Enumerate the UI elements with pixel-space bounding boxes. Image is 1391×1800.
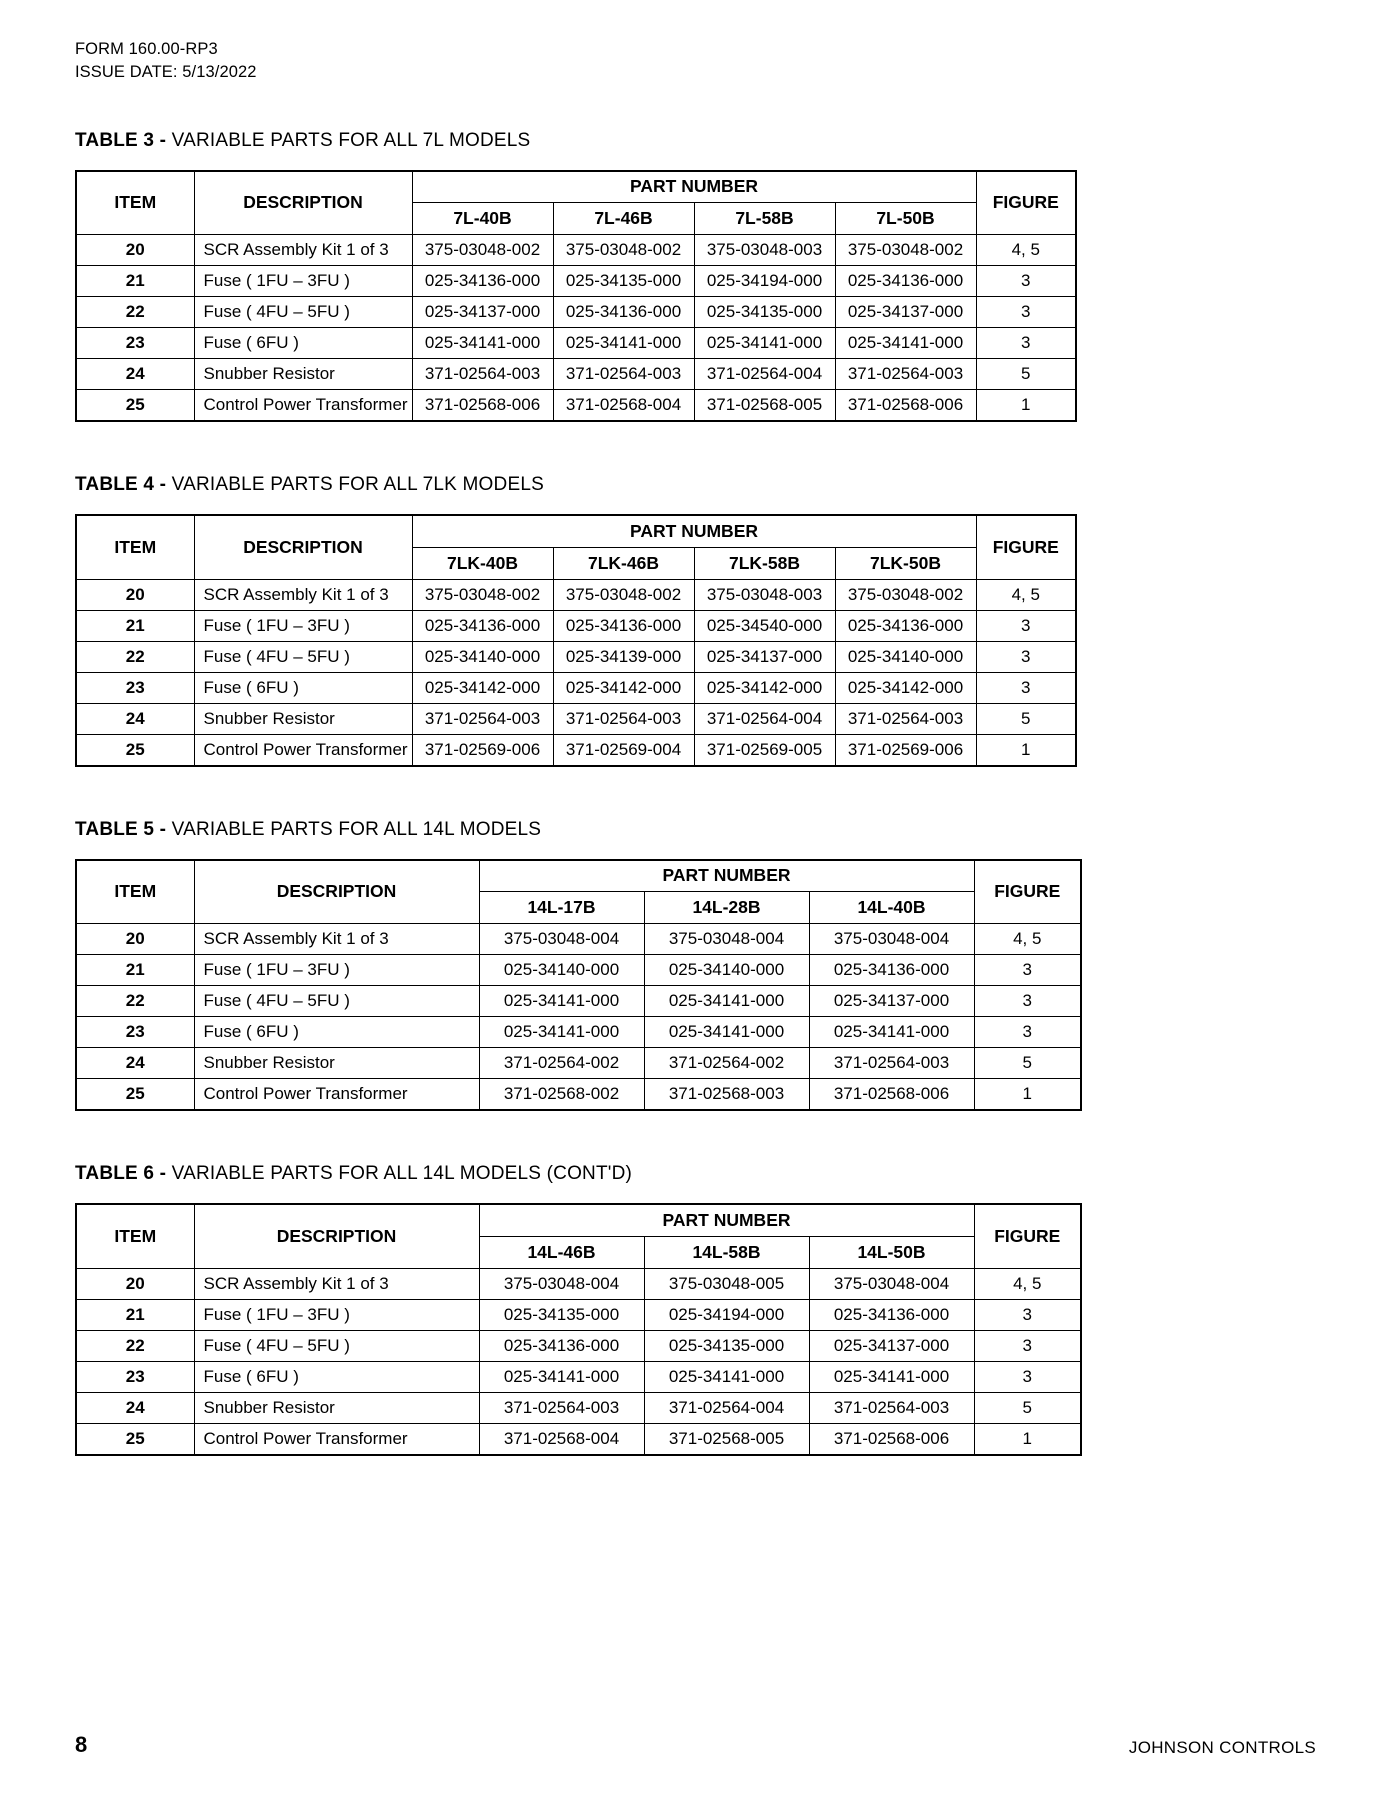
table-row <box>76 1079 1081 1111</box>
cell-item: 23 <box>76 1017 194 1048</box>
column-header-model: 14L-50B <box>809 1236 974 1268</box>
column-header-description: DESCRIPTION <box>194 1204 479 1268</box>
cell-part-number: 025-34141-000 <box>644 1017 809 1048</box>
cell-part-number: 375-03048-002 <box>553 235 694 266</box>
column-header-figure: FIGURE <box>976 171 1076 235</box>
cell-part-number: 371-02568-006 <box>412 390 553 422</box>
cell-part-number: 371-02564-002 <box>479 1048 644 1079</box>
cell-part-number: 025-34136-000 <box>553 610 694 641</box>
cell-description: Snubber Resistor <box>194 703 412 734</box>
table-row <box>76 297 1076 328</box>
cell-part-number: 375-03048-004 <box>479 924 644 955</box>
cell-figure: 5 <box>974 1048 1081 1079</box>
cell-figure: 3 <box>974 1361 1081 1392</box>
cell-description: SCR Assembly Kit 1 of 3 <box>194 1268 479 1299</box>
column-header-item: ITEM <box>76 515 194 579</box>
cell-part-number: 371-02568-006 <box>835 390 976 422</box>
cell-item: 24 <box>76 1392 194 1423</box>
table-row <box>76 703 1076 734</box>
cell-description: Control Power Transformer <box>194 390 412 422</box>
cell-figure: 4, 5 <box>974 924 1081 955</box>
table-row <box>76 1361 1081 1392</box>
table-caption-label: TABLE 3 - <box>75 129 167 151</box>
cell-figure: 1 <box>976 734 1076 766</box>
cell-figure: 3 <box>974 986 1081 1017</box>
cell-part-number: 025-34141-000 <box>553 328 694 359</box>
column-header-model: 7LK-40B <box>412 547 553 579</box>
cell-figure: 3 <box>976 641 1076 672</box>
cell-description: Fuse ( 6FU ) <box>194 672 412 703</box>
cell-part-number: 025-34136-000 <box>809 955 974 986</box>
cell-part-number: 025-34136-000 <box>412 610 553 641</box>
cell-description: Control Power Transformer <box>194 1423 479 1455</box>
cell-item: 22 <box>76 297 194 328</box>
table-row <box>76 1268 1081 1299</box>
cell-description: Control Power Transformer <box>194 734 412 766</box>
cell-part-number: 371-02568-005 <box>644 1423 809 1455</box>
cell-figure: 3 <box>976 297 1076 328</box>
cell-part-number: 025-34141-000 <box>694 328 835 359</box>
cell-description: Fuse ( 4FU – 5FU ) <box>194 297 412 328</box>
cell-part-number: 375-03048-002 <box>553 579 694 610</box>
cell-figure: 1 <box>976 390 1076 422</box>
cell-item: 22 <box>76 641 194 672</box>
column-header-item: ITEM <box>76 171 194 235</box>
cell-part-number: 375-03048-002 <box>412 579 553 610</box>
cell-part-number: 025-34142-000 <box>694 672 835 703</box>
table-row <box>76 1017 1081 1048</box>
cell-part-number: 371-02568-006 <box>809 1079 974 1111</box>
cell-part-number: 025-34135-000 <box>553 266 694 297</box>
cell-figure: 5 <box>974 1392 1081 1423</box>
table-header-row-top <box>76 171 1076 203</box>
cell-part-number: 025-34140-000 <box>835 641 976 672</box>
cell-part-number: 025-34135-000 <box>479 1299 644 1330</box>
cell-part-number: 025-34140-000 <box>479 955 644 986</box>
cell-part-number: 025-34141-000 <box>479 1361 644 1392</box>
cell-item: 20 <box>76 924 194 955</box>
cell-part-number: 371-02564-003 <box>835 703 976 734</box>
cell-part-number: 371-02568-003 <box>644 1079 809 1111</box>
parts-table <box>75 859 1082 1112</box>
cell-part-number: 371-02569-004 <box>553 734 694 766</box>
table-row <box>76 1330 1081 1361</box>
cell-part-number: 025-34194-000 <box>694 266 835 297</box>
cell-part-number: 371-02564-003 <box>479 1392 644 1423</box>
cell-description: Snubber Resistor <box>194 1048 479 1079</box>
column-header-figure: FIGURE <box>974 1204 1081 1268</box>
cell-item: 20 <box>76 1268 194 1299</box>
document-header <box>75 38 1316 84</box>
form-number: FORM 160.00-RP3 <box>75 40 218 58</box>
column-header-model: 7LK-50B <box>835 547 976 579</box>
cell-part-number: 375-03048-004 <box>809 924 974 955</box>
cell-part-number: 371-02564-003 <box>835 359 976 390</box>
table-row <box>76 955 1081 986</box>
cell-part-number: 025-34136-000 <box>553 297 694 328</box>
cell-figure: 4, 5 <box>976 235 1076 266</box>
table-caption <box>75 474 1316 496</box>
table-row <box>76 672 1076 703</box>
cell-part-number: 025-34135-000 <box>644 1330 809 1361</box>
table-caption <box>75 819 1316 841</box>
cell-part-number: 375-03048-004 <box>644 924 809 955</box>
column-header-model: 7LK-46B <box>553 547 694 579</box>
table-row <box>76 734 1076 766</box>
cell-description: SCR Assembly Kit 1 of 3 <box>194 579 412 610</box>
cell-part-number: 371-02564-004 <box>694 359 835 390</box>
cell-figure: 4, 5 <box>976 579 1076 610</box>
cell-part-number: 375-03048-002 <box>835 235 976 266</box>
cell-part-number: 375-03048-003 <box>694 579 835 610</box>
cell-item: 24 <box>76 703 194 734</box>
table-row <box>76 235 1076 266</box>
column-header-description: DESCRIPTION <box>194 171 412 235</box>
table-row <box>76 924 1081 955</box>
cell-figure: 5 <box>976 359 1076 390</box>
cell-part-number: 375-03048-004 <box>809 1268 974 1299</box>
cell-item: 22 <box>76 1330 194 1361</box>
column-header-model: 7L-58B <box>694 203 835 235</box>
parts-table <box>75 170 1077 423</box>
cell-part-number: 371-02564-003 <box>412 703 553 734</box>
cell-item: 20 <box>76 235 194 266</box>
cell-part-number: 375-03048-003 <box>694 235 835 266</box>
cell-description: Fuse ( 1FU – 3FU ) <box>194 610 412 641</box>
cell-item: 25 <box>76 1079 194 1111</box>
cell-figure: 3 <box>974 1330 1081 1361</box>
table-caption <box>75 130 1316 152</box>
cell-item: 23 <box>76 328 194 359</box>
table-row <box>76 641 1076 672</box>
cell-description: Fuse ( 4FU – 5FU ) <box>194 1330 479 1361</box>
table-row <box>76 1299 1081 1330</box>
cell-part-number: 371-02564-003 <box>809 1048 974 1079</box>
cell-part-number: 371-02568-004 <box>553 390 694 422</box>
cell-description: Fuse ( 4FU – 5FU ) <box>194 986 479 1017</box>
cell-part-number: 371-02569-006 <box>412 734 553 766</box>
cell-part-number: 025-34140-000 <box>412 641 553 672</box>
column-header-item: ITEM <box>76 1204 194 1268</box>
cell-part-number: 025-34141-000 <box>412 328 553 359</box>
table-block-3 <box>75 819 1316 1112</box>
cell-part-number: 025-34141-000 <box>809 1017 974 1048</box>
cell-figure: 3 <box>976 328 1076 359</box>
column-header-model: 14L-46B <box>479 1236 644 1268</box>
cell-item: 24 <box>76 1048 194 1079</box>
cell-part-number: 371-02564-003 <box>412 359 553 390</box>
cell-description: SCR Assembly Kit 1 of 3 <box>194 924 479 955</box>
tables-container <box>75 130 1316 1456</box>
cell-description: Fuse ( 1FU – 3FU ) <box>194 955 479 986</box>
cell-item: 21 <box>76 955 194 986</box>
cell-item: 21 <box>76 610 194 641</box>
table-row <box>76 1423 1081 1455</box>
cell-description: Fuse ( 1FU – 3FU ) <box>194 266 412 297</box>
table-row <box>76 328 1076 359</box>
table-header-row-top <box>76 1204 1081 1236</box>
cell-part-number: 025-34141-000 <box>644 1361 809 1392</box>
page-footer <box>75 1732 1316 1758</box>
cell-figure: 3 <box>976 266 1076 297</box>
cell-part-number: 025-34540-000 <box>694 610 835 641</box>
cell-part-number: 371-02568-005 <box>694 390 835 422</box>
column-header-part-number: PART NUMBER <box>479 1204 974 1236</box>
cell-figure: 3 <box>976 672 1076 703</box>
cell-item: 20 <box>76 579 194 610</box>
cell-figure: 1 <box>974 1423 1081 1455</box>
cell-figure: 1 <box>974 1079 1081 1111</box>
cell-item: 25 <box>76 390 194 422</box>
cell-part-number: 371-02568-006 <box>809 1423 974 1455</box>
table-caption-text: VARIABLE PARTS FOR ALL 7LK MODELS <box>166 474 544 496</box>
table-header-row-top <box>76 860 1081 892</box>
cell-part-number: 025-34141-000 <box>809 1361 974 1392</box>
cell-part-number: 025-34137-000 <box>412 297 553 328</box>
cell-description: Fuse ( 6FU ) <box>194 1017 479 1048</box>
column-header-part-number: PART NUMBER <box>412 171 976 203</box>
cell-item: 21 <box>76 266 194 297</box>
column-header-model: 14L-17B <box>479 892 644 924</box>
table-row <box>76 986 1081 1017</box>
cell-part-number: 025-34141-000 <box>479 1017 644 1048</box>
cell-item: 23 <box>76 1361 194 1392</box>
column-header-item: ITEM <box>76 860 194 924</box>
cell-part-number: 025-34136-000 <box>835 610 976 641</box>
cell-part-number: 025-34142-000 <box>412 672 553 703</box>
cell-part-number: 025-34136-000 <box>479 1330 644 1361</box>
cell-part-number: 025-34140-000 <box>644 955 809 986</box>
table-header-row-top <box>76 515 1076 547</box>
page-number: 8 <box>75 1732 88 1757</box>
column-header-figure: FIGURE <box>976 515 1076 579</box>
cell-figure: 3 <box>974 955 1081 986</box>
cell-part-number: 025-34136-000 <box>809 1299 974 1330</box>
cell-part-number: 375-03048-005 <box>644 1268 809 1299</box>
table-row <box>76 359 1076 390</box>
column-header-model: 7LK-58B <box>694 547 835 579</box>
cell-item: 21 <box>76 1299 194 1330</box>
column-header-part-number: PART NUMBER <box>412 515 976 547</box>
cell-figure: 3 <box>976 610 1076 641</box>
cell-description: Fuse ( 6FU ) <box>194 328 412 359</box>
cell-figure: 5 <box>976 703 1076 734</box>
cell-part-number: 371-02568-004 <box>479 1423 644 1455</box>
table-row <box>76 579 1076 610</box>
cell-figure: 4, 5 <box>974 1268 1081 1299</box>
cell-description: Fuse ( 6FU ) <box>194 1361 479 1392</box>
cell-part-number: 371-02568-002 <box>479 1079 644 1111</box>
cell-part-number: 025-34141-000 <box>479 986 644 1017</box>
cell-part-number: 371-02564-004 <box>694 703 835 734</box>
cell-item: 23 <box>76 672 194 703</box>
cell-part-number: 371-02564-002 <box>644 1048 809 1079</box>
column-header-model: 7L-46B <box>553 203 694 235</box>
column-header-figure: FIGURE <box>974 860 1081 924</box>
cell-figure: 3 <box>974 1017 1081 1048</box>
cell-description: Snubber Resistor <box>194 1392 479 1423</box>
cell-part-number: 025-34137-000 <box>809 986 974 1017</box>
cell-part-number: 025-34142-000 <box>835 672 976 703</box>
table-caption-label: TABLE 6 - <box>75 1163 167 1185</box>
table-caption <box>75 1163 1316 1185</box>
cell-item: 24 <box>76 359 194 390</box>
cell-item: 25 <box>76 1423 194 1455</box>
cell-part-number: 025-34142-000 <box>553 672 694 703</box>
cell-part-number: 371-02569-006 <box>835 734 976 766</box>
column-header-model: 7L-50B <box>835 203 976 235</box>
cell-description: SCR Assembly Kit 1 of 3 <box>194 235 412 266</box>
cell-part-number: 025-34141-000 <box>644 986 809 1017</box>
column-header-description: DESCRIPTION <box>194 515 412 579</box>
footer-brand: JOHNSON CONTROLS <box>1128 1738 1316 1757</box>
column-header-model: 14L-58B <box>644 1236 809 1268</box>
column-header-model: 14L-28B <box>644 892 809 924</box>
issue-date: ISSUE DATE: 5/13/2022 <box>75 62 257 81</box>
cell-part-number: 025-34136-000 <box>835 266 976 297</box>
column-header-description: DESCRIPTION <box>194 860 479 924</box>
table-block-4 <box>75 1163 1316 1456</box>
cell-item: 22 <box>76 986 194 1017</box>
cell-item: 25 <box>76 734 194 766</box>
cell-part-number: 025-34135-000 <box>694 297 835 328</box>
cell-description: Fuse ( 4FU – 5FU ) <box>194 641 412 672</box>
table-row <box>76 610 1076 641</box>
cell-part-number: 371-02564-003 <box>553 703 694 734</box>
column-header-model: 7L-40B <box>412 203 553 235</box>
column-header-model: 14L-40B <box>809 892 974 924</box>
table-caption-label: TABLE 5 - <box>75 818 167 840</box>
cell-part-number: 025-34194-000 <box>644 1299 809 1330</box>
table-row <box>76 1392 1081 1423</box>
table-block-1 <box>75 130 1316 423</box>
cell-part-number: 375-03048-002 <box>412 235 553 266</box>
parts-table <box>75 514 1077 767</box>
table-caption-label: TABLE 4 - <box>75 474 167 496</box>
cell-part-number: 371-02564-003 <box>553 359 694 390</box>
cell-part-number: 375-03048-002 <box>835 579 976 610</box>
cell-part-number: 371-02569-005 <box>694 734 835 766</box>
cell-description: Snubber Resistor <box>194 359 412 390</box>
cell-part-number: 025-34139-000 <box>553 641 694 672</box>
cell-part-number: 025-34137-000 <box>835 297 976 328</box>
cell-part-number: 025-34141-000 <box>835 328 976 359</box>
cell-figure: 3 <box>974 1299 1081 1330</box>
cell-part-number: 371-02564-004 <box>644 1392 809 1423</box>
cell-part-number: 025-34136-000 <box>412 266 553 297</box>
cell-part-number: 025-34137-000 <box>694 641 835 672</box>
cell-description: Control Power Transformer <box>194 1079 479 1111</box>
table-caption-text: VARIABLE PARTS FOR ALL 14L MODELS <box>166 818 542 840</box>
column-header-part-number: PART NUMBER <box>479 860 974 892</box>
table-caption-text: VARIABLE PARTS FOR ALL 14L MODELS (CONT'D) <box>166 1163 633 1185</box>
table-row <box>76 266 1076 297</box>
table-block-2 <box>75 474 1316 767</box>
cell-part-number: 375-03048-004 <box>479 1268 644 1299</box>
table-caption-text: VARIABLE PARTS FOR ALL 7L MODELS <box>166 129 531 151</box>
table-row <box>76 1048 1081 1079</box>
table-row <box>76 390 1076 422</box>
parts-table <box>75 1203 1082 1456</box>
cell-description: Fuse ( 1FU – 3FU ) <box>194 1299 479 1330</box>
cell-part-number: 025-34137-000 <box>809 1330 974 1361</box>
cell-part-number: 371-02564-003 <box>809 1392 974 1423</box>
